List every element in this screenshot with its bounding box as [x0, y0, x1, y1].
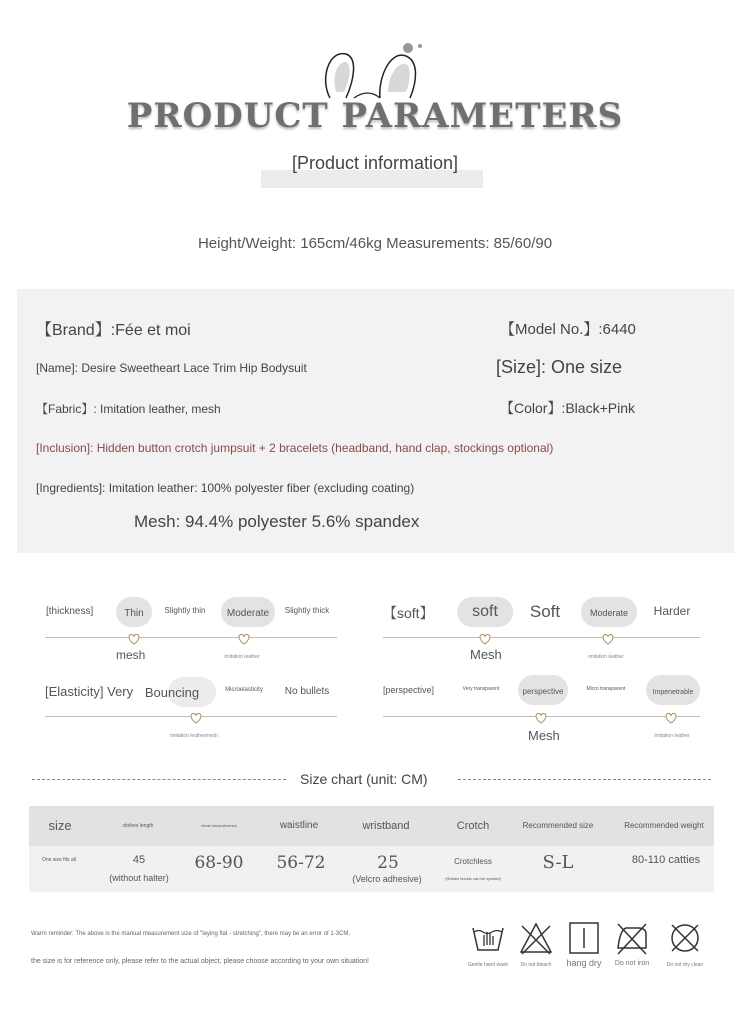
soft-option-harder: Harder — [653, 604, 691, 618]
soft-label: 【soft】 — [383, 605, 434, 621]
cell-wristband: 25 — [377, 853, 399, 873]
thickness-option-moderate-pill: Moderate — [221, 597, 275, 627]
mesh-composition-text: Mesh: 94.4% polyester 5.6% spandex — [134, 512, 420, 531]
no-iron-icon — [614, 920, 650, 956]
care-label-no-iron: Do not iron — [614, 960, 650, 967]
divider-right — [458, 779, 711, 780]
header-recommended-size: Recommended size — [522, 821, 594, 830]
soft-scale-line — [383, 637, 700, 638]
perspective-option-impenetrable-pill: Impenetrable — [646, 675, 700, 705]
care-label-hand-wash: Gentle hand wash — [467, 962, 509, 968]
size-text: [Size]: One size — [496, 357, 623, 377]
thickness-option-slightly-thin: Slightly thin — [164, 606, 206, 615]
size-chart-table — [29, 806, 714, 892]
model-stats: Height/Weight: 165cm/46kg Measurements: 85/60/90 — [197, 235, 553, 252]
header-crotch: Crotch — [456, 820, 490, 832]
cell-wristband-note: (Velcro adhesive) — [352, 874, 422, 884]
product-name-text: [Name]: Desire Sweetheart Lace Trim Hip Bodysuit — [36, 361, 307, 375]
thickness-marker-mesh: mesh — [116, 648, 146, 662]
cell-waist: 56-72 — [276, 853, 326, 873]
cell-length-note: (without halter) — [109, 873, 169, 883]
cell-recommended-size: S-L — [542, 852, 574, 873]
page-title: PRODUCT PARAMETERS — [126, 96, 624, 136]
heart-marker-icon — [478, 632, 492, 646]
fabric-text: 【Fabric】: Imitation leather, mesh — [36, 402, 221, 416]
cell-recommended-weight: 80-110 catties — [631, 854, 701, 866]
thickness-label: [thickness] — [46, 606, 94, 617]
header-wristband: wristband — [362, 820, 410, 832]
perspective-option-perspective-pill: perspective — [518, 675, 568, 705]
cell-length: 45 — [132, 854, 146, 866]
ingredients-text: [Ingredients]: Imitation leather: 100% polyester fiber (excluding coating) — [36, 481, 415, 495]
table-header-row — [29, 806, 714, 846]
cell-crotch-note: (Hidden buckle can be opened) — [445, 876, 501, 881]
brand-text: 【Brand】:Fée et moi — [36, 322, 191, 339]
heart-marker-icon — [237, 632, 251, 646]
no-dry-clean-icon — [667, 920, 703, 956]
perspective-marker-mesh: Mesh — [528, 728, 560, 743]
soft-marker-leather: imitation leather — [588, 654, 624, 660]
elasticity-option-bouncing: Bouncing — [144, 685, 200, 700]
thickness-scale-line — [45, 637, 337, 638]
thickness-marker-leather: imitation leather — [224, 654, 260, 660]
warm-reminder-line1: Warm reminder: The above is the manual measurement size of "laying flat - stretching", there may be an error of 1-3CM, — [31, 931, 351, 937]
perspective-label: [perspective] — [383, 685, 435, 695]
model-number-text: 【Model No.】:6440 — [500, 321, 636, 338]
header-size: size — [48, 818, 72, 833]
soft-option-moderate-pill: Moderate — [581, 597, 637, 627]
cell-chest: 68-90 — [194, 853, 244, 873]
header-chest: chest circumference — [201, 823, 237, 828]
header-waistline: waistline — [279, 820, 319, 831]
cell-size: One size fits all — [42, 857, 76, 863]
hand-wash-icon — [470, 918, 506, 954]
care-label-hang-dry: hang dry — [566, 958, 602, 968]
heart-marker-icon — [127, 632, 141, 646]
warm-reminder-line2: the size is for reference only, please refer to the actual object, please choose according to your own situation! — [31, 958, 370, 965]
perspective-option-very-transparent: Very transparent — [462, 686, 500, 692]
bunny-ears-logo — [318, 40, 428, 102]
thickness-option-slightly-thick: Slightly thick — [284, 606, 330, 615]
elasticity-marker: imitation leathermesh — [170, 733, 218, 739]
elasticity-label: [Elasticity] Very — [45, 684, 134, 699]
section-subtitle: [Product information] — [291, 153, 459, 173]
color-text: 【Color】:Black+Pink — [500, 400, 635, 416]
heart-marker-icon — [601, 632, 615, 646]
heart-marker-icon — [534, 711, 548, 725]
perspective-option-micro-transparent: Micro transparent — [586, 686, 626, 692]
cell-crotch: Crotchless — [454, 857, 492, 866]
soft-option-soft-pill: soft — [457, 597, 513, 627]
hang-dry-icon — [566, 920, 602, 956]
elasticity-option-micro: Microelasticity — [225, 687, 263, 693]
elasticity-option-no-bullets: No bullets — [284, 686, 330, 697]
header-recommended-weight: Recommended weight — [624, 821, 704, 830]
heart-marker-icon — [664, 711, 678, 725]
thickness-option-thin-pill: Thin — [116, 597, 152, 627]
size-chart-title: Size chart (unit: CM) — [300, 771, 428, 787]
soft-marker-mesh: Mesh — [470, 647, 502, 662]
care-label-no-bleach: Do not bleach — [520, 962, 552, 968]
header-length: clothes length — [122, 823, 154, 829]
inclusion-text: [Inclusion]: Hidden button crotch jumpsuit + 2 bracelets (headband, hand clap, stockings optional) — [36, 441, 554, 455]
care-label-no-dry-clean: Do not dry clean — [666, 962, 704, 968]
no-bleach-icon — [518, 920, 554, 956]
soft-option-soft2: Soft — [529, 602, 561, 621]
heart-marker-icon — [189, 711, 203, 725]
perspective-marker-leather: imitation leather — [654, 733, 690, 739]
table-row — [29, 846, 714, 892]
divider-left — [32, 779, 286, 780]
